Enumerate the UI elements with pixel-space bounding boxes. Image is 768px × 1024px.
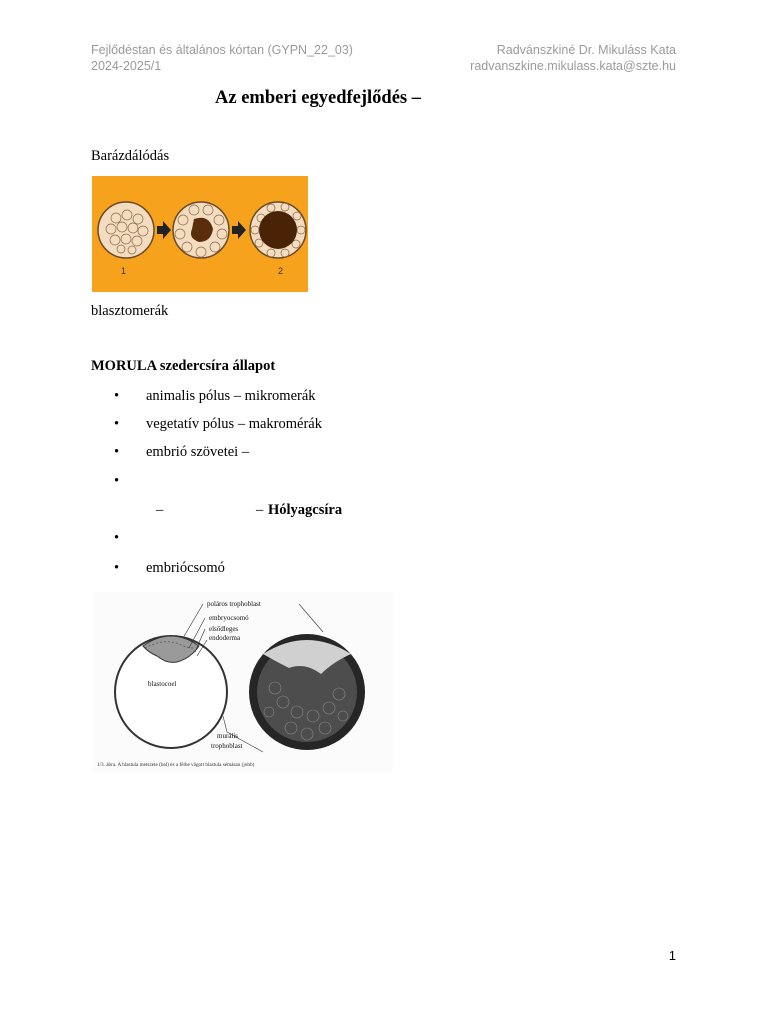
- label-mural-1: murális: [217, 732, 238, 740]
- figure-caption: 1/3. ábra. A blastula metszete (bal) és a félbe vágott blastula sémásan (jobb): [97, 762, 255, 768]
- bullet-icon: •: [114, 473, 120, 489]
- list-item-text: embrió szövetei –: [146, 444, 250, 460]
- blastula-figure: [93, 592, 393, 772]
- label-embryoblast: embryocsomó: [209, 614, 249, 622]
- author-email: radvanszkine.mikulass.kata@szte.hu: [470, 59, 676, 73]
- blastula-section-left: [115, 636, 227, 748]
- author-name: Radvánszkiné Dr. Mikuláss Kata: [496, 43, 676, 57]
- semester: 2024-2025/1: [91, 59, 162, 73]
- cleavage-figure: [91, 174, 311, 294]
- morula-cell-ball: [98, 202, 154, 258]
- bullet-icon: •: [114, 530, 120, 546]
- figure-label-2: 2: [278, 266, 284, 276]
- figure-label-1: 1: [121, 266, 127, 276]
- blastomeres-text: blasztomerák: [91, 303, 169, 319]
- label-primary-endoderm-2: endoderma: [209, 634, 241, 642]
- dash: –: [256, 502, 264, 518]
- label-mural-2: trophoblast: [211, 742, 243, 750]
- blastula: [250, 202, 306, 258]
- label-polar-trophoblast: poláros trophoblast: [207, 600, 261, 608]
- list-item-text: vegetatív pólus – makromérák: [146, 416, 322, 432]
- dash: –: [156, 502, 164, 518]
- bullet-icon: •: [114, 388, 120, 404]
- label-primary-endoderm-1: elsődleges: [209, 625, 239, 633]
- header-left: [91, 42, 353, 74]
- blastocyst-term: Hólyagcsíra: [268, 502, 343, 518]
- early-blastula: [173, 202, 229, 258]
- morula-heading: MORULA szedercsíra állapot: [91, 358, 276, 374]
- blastocoel-label: blastocoel: [148, 680, 177, 688]
- page-number: 1: [668, 948, 676, 963]
- cleavage-heading: Barázdálódás: [91, 148, 170, 164]
- list-item-text: animalis pólus – mikromerák: [146, 388, 316, 404]
- bullet-icon: •: [114, 444, 120, 460]
- page-title: Az emberi egyedfejlődés –: [215, 88, 422, 108]
- blastula-half-right: [249, 634, 365, 750]
- header-right: [470, 42, 676, 74]
- bullet-icon: •: [114, 560, 120, 576]
- bullet-icon: •: [114, 416, 120, 432]
- course-name: Fejlődéstan és általános kórtan (GYPN_22_03): [91, 43, 353, 57]
- list-item-text: embriócsomó: [146, 560, 225, 576]
